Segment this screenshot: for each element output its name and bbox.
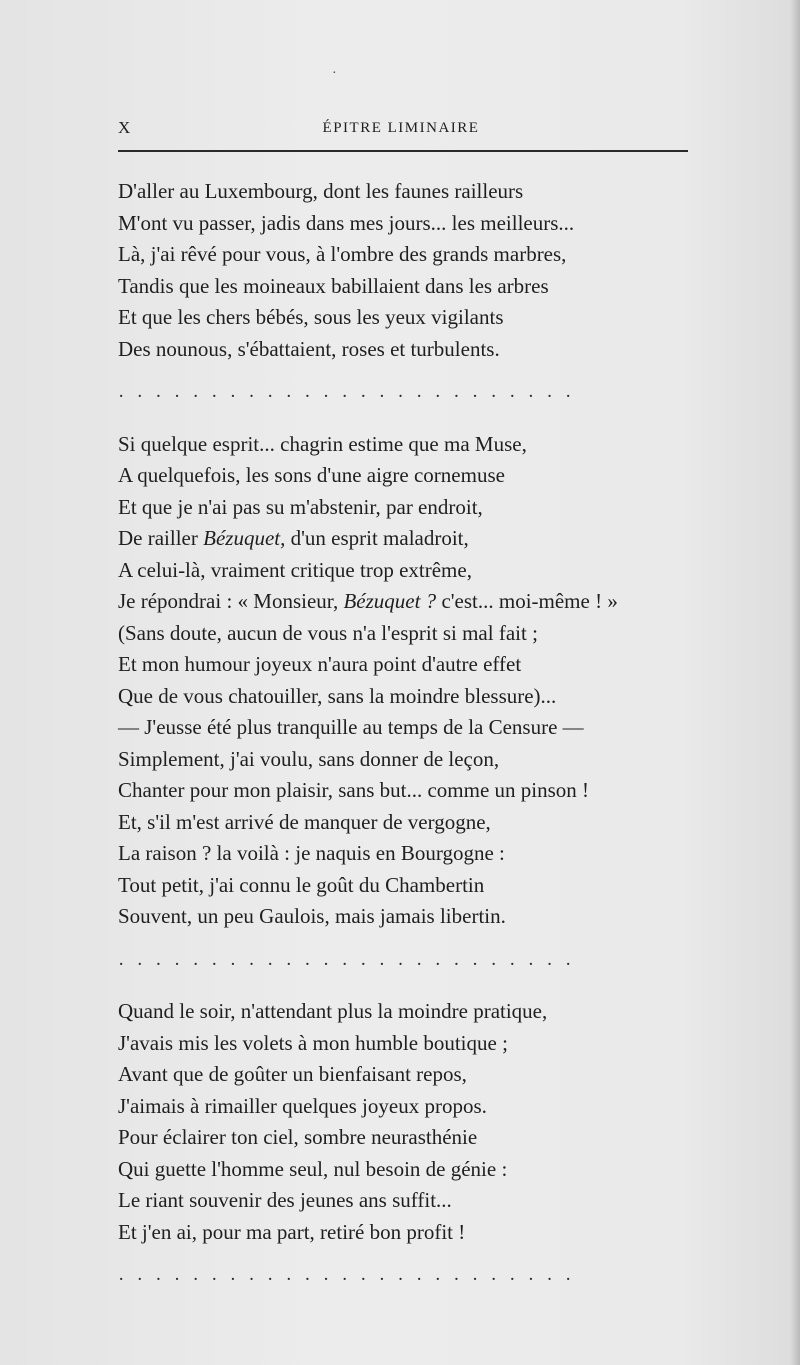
stanza-2 (118, 429, 678, 997)
verse-line: J'avais mis les volets à mon humble boutique ; (118, 1030, 508, 1055)
stanza-separator: ························· (118, 953, 584, 975)
running-header (118, 118, 684, 142)
verse-line: Des nounous, s'ébattaient, roses et turbulents. (118, 336, 500, 361)
stanza-3 (118, 996, 678, 1296)
verse-line: (Sans doute, aucun de vous n'a l'esprit si mal fait ; (118, 620, 538, 645)
italic-name: Bézuquet, (203, 526, 286, 550)
verse-line: Chanter pour mon plaisir, sans but... comme un pinson ! (118, 778, 590, 802)
verse-text: d'un esprit maladroit, (285, 526, 469, 550)
verse-line: La raison ? la voilà : je naquis en Bourgogne : (118, 841, 505, 865)
stanza-1 (118, 176, 678, 429)
verse-line: Pour éclairer ton ciel, sombre neurasthénie (118, 1125, 478, 1149)
running-title: ÉPITRE LIMINAIRE (322, 120, 480, 136)
top-mark: · (332, 66, 337, 81)
page-edge-shadow (790, 0, 800, 1365)
verse-line: Souvent, un peu Gaulois, mais jamais libertin. (118, 904, 506, 928)
verse-line: — J'eusse été plus tranquille au temps de la Censure — (118, 715, 584, 739)
verse-line: Si quelque esprit... chagrin estime que ma Muse, (118, 431, 527, 456)
verse-line-with-italic (118, 523, 678, 555)
verse-line: M'ont vu passer, jadis dans mes jours... les meilleurs... (118, 210, 575, 235)
italic-name: Bézuquet ? (343, 589, 437, 613)
verse-text: Je répondrai : « Monsieur, (118, 589, 344, 613)
verse-line: Et mon humour joyeux n'aura point d'autre effet (118, 652, 522, 676)
verse-line: Tandis que les moineaux babillaient dans les arbres (118, 273, 549, 298)
verse-text: c'est... moi-même ! » (436, 589, 618, 613)
verse-line: Tout petit, j'ai connu le goût du Chambertin (118, 872, 485, 897)
verse-line: A celui-là, vraiment critique trop extrême, (118, 557, 472, 582)
header-rule (118, 150, 688, 152)
verse-line: Et, s'il m'est arrivé de manquer de vergogne, (118, 809, 491, 834)
verse-line: J'aimais à rimailler quelques joyeux propos. (118, 1093, 487, 1118)
verse-line: A quelquefois, les sons d'une aigre cornemuse (118, 463, 505, 487)
verse-line: Le riant souvenir des jeunes ans suffit... (118, 1188, 452, 1212)
verse-line: Simplement, j'ai voulu, sans donner de leçon, (118, 746, 500, 771)
verse-line: Qui guette l'homme seul, nul besoin de génie : (118, 1156, 508, 1181)
verse-line: Là, j'ai rêvé pour vous, à l'ombre des grands marbres, (118, 242, 567, 266)
verse-line: Et que je n'ai pas su m'abstenir, par endroit, (118, 494, 483, 519)
verse-text: De railler (118, 526, 204, 550)
page-number: X (118, 118, 132, 137)
verse-line: D'aller au Luxembourg, dont les faunes railleurs (118, 179, 524, 203)
stanza-separator: ························· (118, 1269, 584, 1290)
stanza-separator: ························· (118, 386, 584, 407)
verse-line: Avant que de goûter un bienfaisant repos, (118, 1062, 467, 1086)
verse-line: Et que les chers bébés, sous les yeux vigilants (118, 305, 504, 329)
verse-line-with-italic (118, 586, 678, 618)
verse-line: Quand le soir, n'attendant plus la moindre pratique, (118, 999, 548, 1023)
verse-line: Que de vous chatouiller, sans la moindre blessure)... (118, 683, 557, 708)
poem (118, 176, 678, 1296)
verse-line: Et j'en ai, pour ma part, retiré bon profit ! (118, 1219, 466, 1244)
